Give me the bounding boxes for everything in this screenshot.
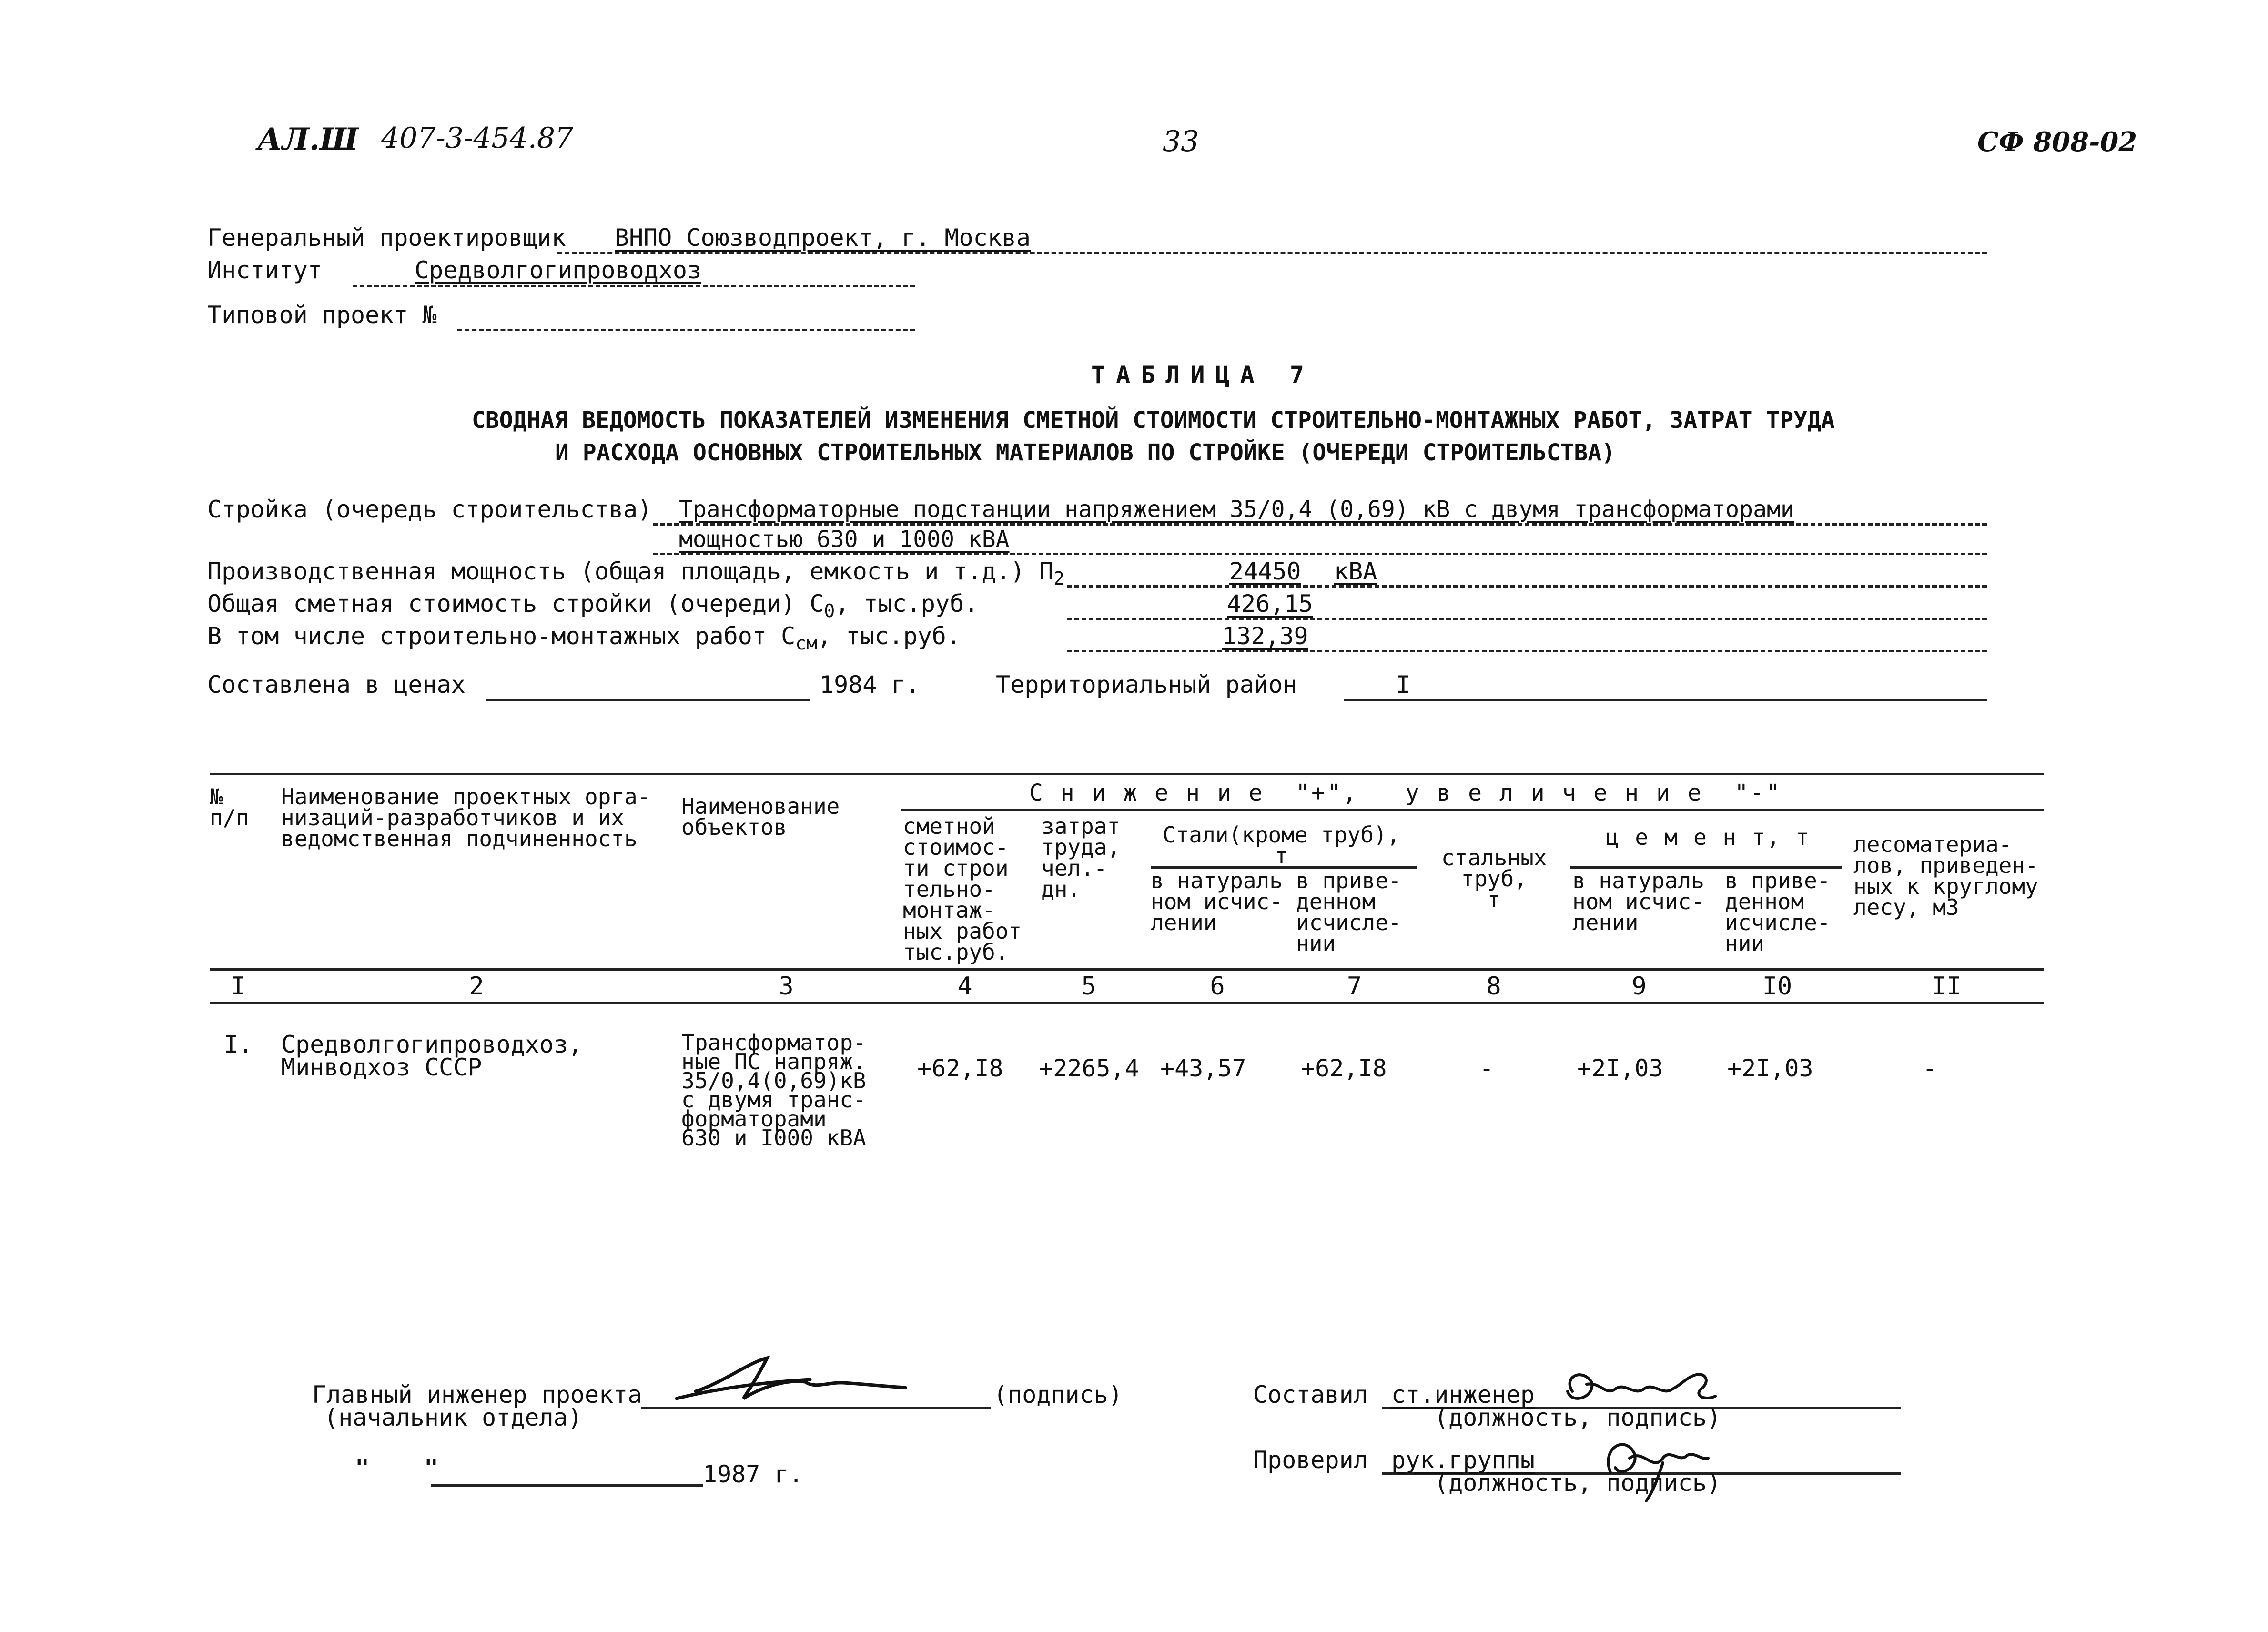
smr-sub: см [795, 633, 817, 654]
row-labor: +2265,4 [1039, 1054, 1139, 1082]
date-year: 1987 г. [703, 1460, 803, 1488]
cost-label [207, 590, 978, 625]
document-id: СФ 808-02 [1977, 126, 2137, 158]
col-number-9: 9 [1631, 972, 1647, 1001]
chief-signature-icon [667, 1353, 915, 1410]
page-number: 33 [1163, 125, 1199, 158]
checked-position: рук.группы [1391, 1446, 1535, 1474]
header-objects: Наименование объектов [681, 793, 840, 840]
col-number-3: 3 [779, 972, 794, 1001]
stroika-value-2: мощностью 630 и 1000 кВА [679, 526, 1010, 553]
header-timber: лесоматериа- лов, приведен- ных к круглому лесу, м3 [1853, 831, 2038, 920]
col-number-4: 4 [957, 972, 972, 1001]
typical-project-label: Типовой проект № [207, 301, 437, 329]
header-pipes: стальных труб, т [1441, 845, 1547, 912]
region-label: Территориальный район [996, 671, 1297, 699]
typical-project-line [457, 329, 915, 331]
row-steel-reduced: +62,I8 [1301, 1054, 1387, 1082]
col-number-2: 2 [469, 972, 484, 1001]
smr-value: 132,39 [1222, 622, 1308, 650]
cost-label-suffix: , тыс.руб. [835, 590, 979, 618]
smr-label-suffix: , тыс.руб. [817, 622, 961, 650]
cost-line [1067, 618, 1987, 620]
header-cement-natural: в натураль ном исчис- лении [1572, 868, 1704, 935]
institute-line [353, 285, 915, 287]
compiled-position: ст.инженер [1391, 1381, 1535, 1409]
date-quote-close: " [424, 1454, 439, 1482]
header-steel-reduced: в приве- денном исчисле- нии [1296, 868, 1402, 956]
institute-label: Институт [207, 256, 322, 284]
date-quote-open: " [355, 1454, 370, 1482]
checked-hint: (должность, подпись) [1434, 1469, 1721, 1497]
general-designer-value: ВНПО Союзводпроект, г. Москва [615, 224, 1031, 252]
stroika-value-1: Трансформаторные подстанции напряжением 35/0,4 (0,69) кВ с двумя трансформаторами [679, 496, 1794, 523]
capacity-line [1067, 585, 1987, 588]
compiled-label: Составил [1253, 1381, 1368, 1409]
col-number-10: I0 [1762, 972, 1792, 1001]
col-number-7: 7 [1347, 972, 1362, 1001]
table-label: ТАБЛИЦА 7 [1091, 361, 1315, 389]
cost-value: 426,15 [1227, 590, 1313, 618]
general-designer-line [557, 252, 1987, 254]
header-labor: затрат труда, чел.- дн. [1041, 813, 1121, 902]
title-line-1: СВОДНАЯ ВЕДОМОСТЬ ПОКАЗАТЕЛЕЙ ИЗМЕНЕНИЯ СМЕТНОЙ СТОИМОСТИ СТРОИТЕЛЬНО-МОНТАЖНЫХ РАБОТ, ЗАТРАТ ТРУДА [472, 407, 1835, 434]
chief-engineer-label: Главный инженер проекта [312, 1381, 642, 1409]
general-designer-label: Генеральный проектировщик [207, 224, 566, 252]
col-number-1: I [231, 972, 246, 1001]
capacity-sub: 2 [1053, 568, 1064, 589]
header-org: Наименование проектных орга- низаций-разработчиков и их ведомственная подчиненность [281, 784, 651, 851]
row-cement-natural: +2I,03 [1577, 1054, 1663, 1082]
header-cement-reduced: в приве- денном исчисле- нии [1725, 868, 1831, 956]
signature-hint: (подпись) [993, 1381, 1123, 1409]
table-top-rule [210, 773, 2044, 775]
checked-label: Проверил [1253, 1446, 1368, 1474]
title-line-2: И РАСХОДА ОСНОВНЫХ СТРОИТЕЛЬНЫХ МАТЕРИАЛОВ ПО СТРОЙКЕ (ОЧЕРЕДИ СТРОИТЕЛЬСТВА) [555, 439, 1616, 466]
row-cement-reduced: +2I,03 [1727, 1054, 1813, 1082]
header-cost: сметной стоимос- ти строи тельно- монтаж- ных работ тыс.руб. [903, 813, 1022, 965]
album-label: АЛ.Ш [257, 122, 359, 157]
header-group: С н и ж е н и е "+", у в е л и ч е н и е "-" [1029, 780, 1782, 806]
header-steel: Стали(кроме труб), т [1163, 822, 1400, 869]
capacity-label [207, 558, 1064, 592]
row-pipes: - [1479, 1054, 1494, 1082]
prices-year: 1984 г. [820, 671, 920, 699]
smr-line [1067, 650, 1987, 652]
header-cement: ц е м е н т, т [1606, 824, 1811, 850]
header-steel-natural: в натураль ном исчис- лении [1151, 868, 1283, 935]
region-value: I [1396, 671, 1411, 699]
region-line [1344, 699, 1987, 701]
col-number-11: II [1931, 972, 1962, 1001]
row-timber: - [1923, 1054, 1937, 1082]
col-number-6: 6 [1210, 972, 1225, 1001]
compiled-hint: (должность, подпись) [1434, 1404, 1721, 1431]
col-number-8: 8 [1486, 972, 1501, 1001]
row-steel-natural: +43,57 [1160, 1054, 1246, 1082]
cost-sub: 0 [824, 600, 835, 621]
prices-label: Составлена в ценах [207, 671, 466, 699]
header-group-rule [901, 809, 2044, 811]
row-org: Средволгогипроводхоз, Минводхоз СССР [281, 1031, 583, 1081]
capacity-label-text: Производственная мощность (общая площадь, емкость и т.д.) П [207, 558, 1054, 585]
smr-label [207, 622, 961, 657]
capacity-value: 24450 [1229, 558, 1301, 585]
prices-line [486, 699, 810, 701]
cost-label-text: Общая сметная стоимость стройки (очереди) С [207, 590, 824, 618]
row-cost: +62,I8 [917, 1054, 1003, 1082]
col-number-5: 5 [1081, 972, 1096, 1001]
institute-value: Средволгогипроводхоз [415, 256, 702, 284]
col-numbers-rule [210, 1002, 2044, 1004]
smr-label-text: В том числе строительно-монтажных работ С [207, 622, 796, 650]
capacity-unit: кВА [1334, 558, 1377, 585]
header-num: № п/п [210, 784, 250, 831]
chief-engineer-sub: (начальник отдела) [324, 1404, 582, 1431]
row-object: Трансформатор- ные ПС напряж. 35/0,4(0,69)кВ с двумя транс- форматорами 630 и I000 кВА [681, 1030, 866, 1151]
stroika-label: Стройка (очередь строительства) [207, 496, 652, 523]
project-code: 407-3-454.87 [381, 122, 574, 155]
row-num: I. [224, 1031, 253, 1058]
date-line [431, 1484, 703, 1487]
header-bottom-rule [210, 968, 2044, 971]
